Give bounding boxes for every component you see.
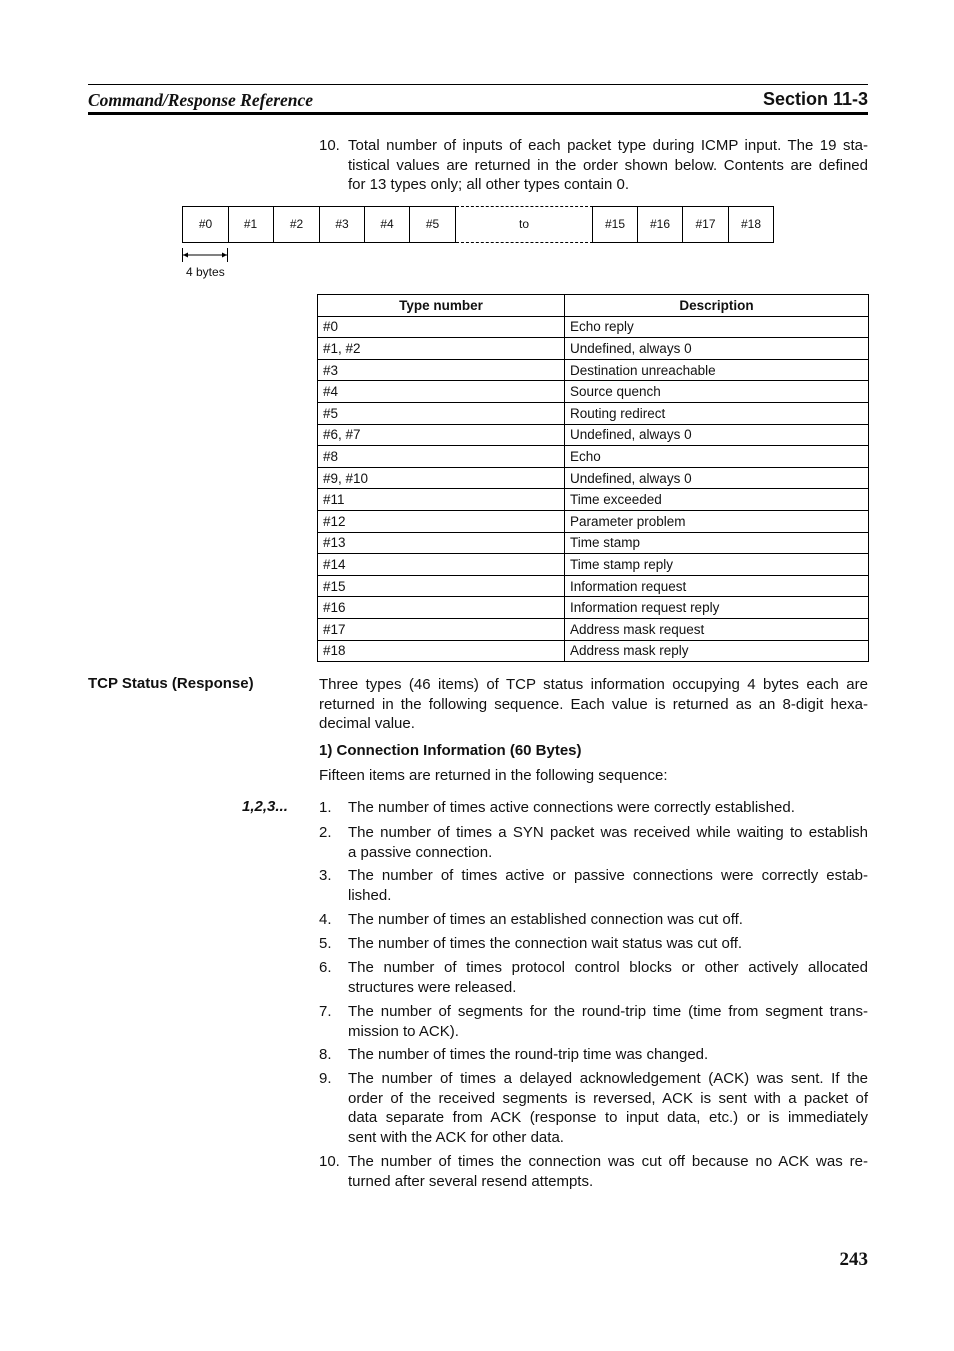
tcp-status-heading: TCP Status (Response) [88,675,254,692]
type-cell: #14 [318,554,565,576]
table-row [318,597,869,619]
diagram-gap-cell: to [456,206,593,243]
description-cell: Address mask request [565,618,869,640]
type-cell: #11 [318,489,565,511]
list-item-line: The number of times the connection wait status was cut off. [348,935,743,952]
list-item-line: The number of times a SYN packet was received while waiting to establish [348,824,868,841]
list-item-line: sent with the ACK for other data. [348,1128,564,1146]
type-cell: #0 [318,316,565,338]
list-item-number: 5. [319,935,332,952]
list-item-number: 6. [319,959,332,976]
item10-line: for 13 types only; all other types contain 0. [348,176,629,194]
table-header-row [318,295,869,317]
list-item-number: 4. [319,911,332,928]
description-cell: Time exceeded [565,489,869,511]
description-cell: Time stamp [565,532,869,554]
table-row [318,640,869,662]
list-item [348,958,868,997]
page-number: 243 [839,1249,868,1270]
list-item-line: The number of segments for the round-trip time (time from segment trans- [348,1003,868,1020]
diagram-cell: #4 [365,206,410,243]
description-cell: Address mask reply [565,640,869,662]
icmp-type-table [317,294,869,662]
table-row [318,532,869,554]
diagram-cell: #1 [228,206,274,243]
table-row [318,359,869,381]
table-row [318,316,869,338]
tcp-intro-text [319,675,868,734]
type-cell: #5 [318,402,565,424]
diagram-cell: #3 [320,206,365,243]
type-cell: #3 [318,359,565,381]
description-cell: Echo [565,446,869,468]
type-cell: #9, #10 [318,467,565,489]
list-item-number: 10. [319,1153,340,1170]
list-item-line: The number of times the round-trip time was changed. [348,1046,709,1063]
list-item [348,1002,868,1041]
diagram-cell: #0 [182,206,229,243]
description-cell: Undefined, always 0 [565,467,869,489]
list-item-number: 7. [319,1003,332,1020]
type-cell: #17 [318,618,565,640]
table-row [318,489,869,511]
list-item-number: 8. [319,1046,332,1063]
description-cell: Destination unreachable [565,359,869,381]
header-rule-top [88,84,868,85]
description-cell: Information request reply [565,597,869,619]
table-row [318,467,869,489]
table-row [318,402,869,424]
list-item-number: 3. [319,867,332,884]
list-item [348,866,868,905]
table-row [318,424,869,446]
description-cell: Information request [565,575,869,597]
header-section: Section 11-3 [762,89,868,109]
list-item-line: structures were released. [348,978,517,996]
description-cell: Parameter problem [565,510,869,532]
diagram-cell: #16 [638,206,683,243]
list-item-line: The number of times active connections were correctly established. [348,799,795,816]
type-cell: #16 [318,597,565,619]
column-header: Description [565,295,869,317]
list-item [348,1069,868,1147]
item10-line: Total number of inputs of each packet type during ICMP input. The 19 sta- [348,137,868,154]
list-item-line: order of the received segments is reversed, ACK is sent with a packet of [348,1089,868,1107]
connection-info-heading: 1) Connection Information (60 Bytes) [319,742,582,759]
page-header [88,84,868,116]
item10-line: tistical values are returned in the order shown below. Contents are defined [348,156,868,174]
description-cell: Undefined, always 0 [565,338,869,360]
table-row [318,575,869,597]
type-cell: #4 [318,381,565,403]
list-item [348,798,868,818]
list-item-line: The number of times an established connection was cut off. [348,911,743,928]
item10-text [348,136,868,195]
diagram-cell: #2 [274,206,320,243]
list-item-line: mission to ACK). [348,1022,459,1040]
list-item [348,1045,868,1065]
list-item [348,934,868,954]
description-cell: Echo reply [565,316,869,338]
diagram-cell: #18 [729,206,774,243]
table-row [318,446,869,468]
connection-info-intro: Fifteen items are returned in the following sequence: [319,767,668,784]
list-item-number: 9. [319,1070,332,1087]
type-cell: #12 [318,510,565,532]
item10-number: 10. [319,137,340,154]
list-item-number: 1. [319,799,332,816]
list-item-line: The number of times active or passive connections were correctly estab- [348,867,868,884]
tcp-intro-line: returned in the following sequence. Each value is returned as an 8-digit hexa- [319,695,868,713]
type-cell: #6, #7 [318,424,565,446]
column-header: Type number [318,295,565,317]
description-cell: Routing redirect [565,402,869,424]
table-row [318,381,869,403]
list-item-line: lished. [348,886,392,904]
list-item [348,910,868,930]
list-item-line: a passive connection. [348,843,493,861]
description-cell: Source quench [565,381,869,403]
list-item-line: data separate from ACK (response to input data, etc.) or is immediately [348,1109,868,1127]
table-row [318,510,869,532]
type-cell: #15 [318,575,565,597]
steps-label: 1,2,3... [242,798,288,815]
diagram-cell: #5 [410,206,456,243]
diagram-cell: #15 [593,206,638,243]
type-cell: #13 [318,532,565,554]
header-rule-bottom [88,112,868,115]
list-item [348,1152,868,1191]
byte-width-arrow-icon [182,248,228,262]
list-item [348,823,868,862]
type-cell: #8 [318,446,565,468]
byte-size-label: 4 bytes [186,265,225,279]
type-cell: #18 [318,640,565,662]
description-cell: Undefined, always 0 [565,424,869,446]
tcp-intro-line: Three types (46 items) of TCP status information occupying 4 bytes each are [319,676,868,693]
list-item-number: 2. [319,824,332,841]
table-row [318,554,869,576]
header-title: Command/Response Reference [88,90,314,110]
list-item-line: The number of times a delayed acknowledgement (ACK) was sent. If the [348,1070,868,1087]
type-cell: #1, #2 [318,338,565,360]
table-row [318,618,869,640]
tcp-intro-line: decimal value. [319,715,415,733]
list-item-line: The number of times protocol control blocks or other actively allocated [348,959,868,976]
list-item-line: The number of times the connection was cut off because no ACK was re- [348,1153,868,1170]
table-row [318,338,869,360]
list-item-line: turned after several resend attempts. [348,1172,594,1190]
diagram-cell: #17 [683,206,729,243]
description-cell: Time stamp reply [565,554,869,576]
